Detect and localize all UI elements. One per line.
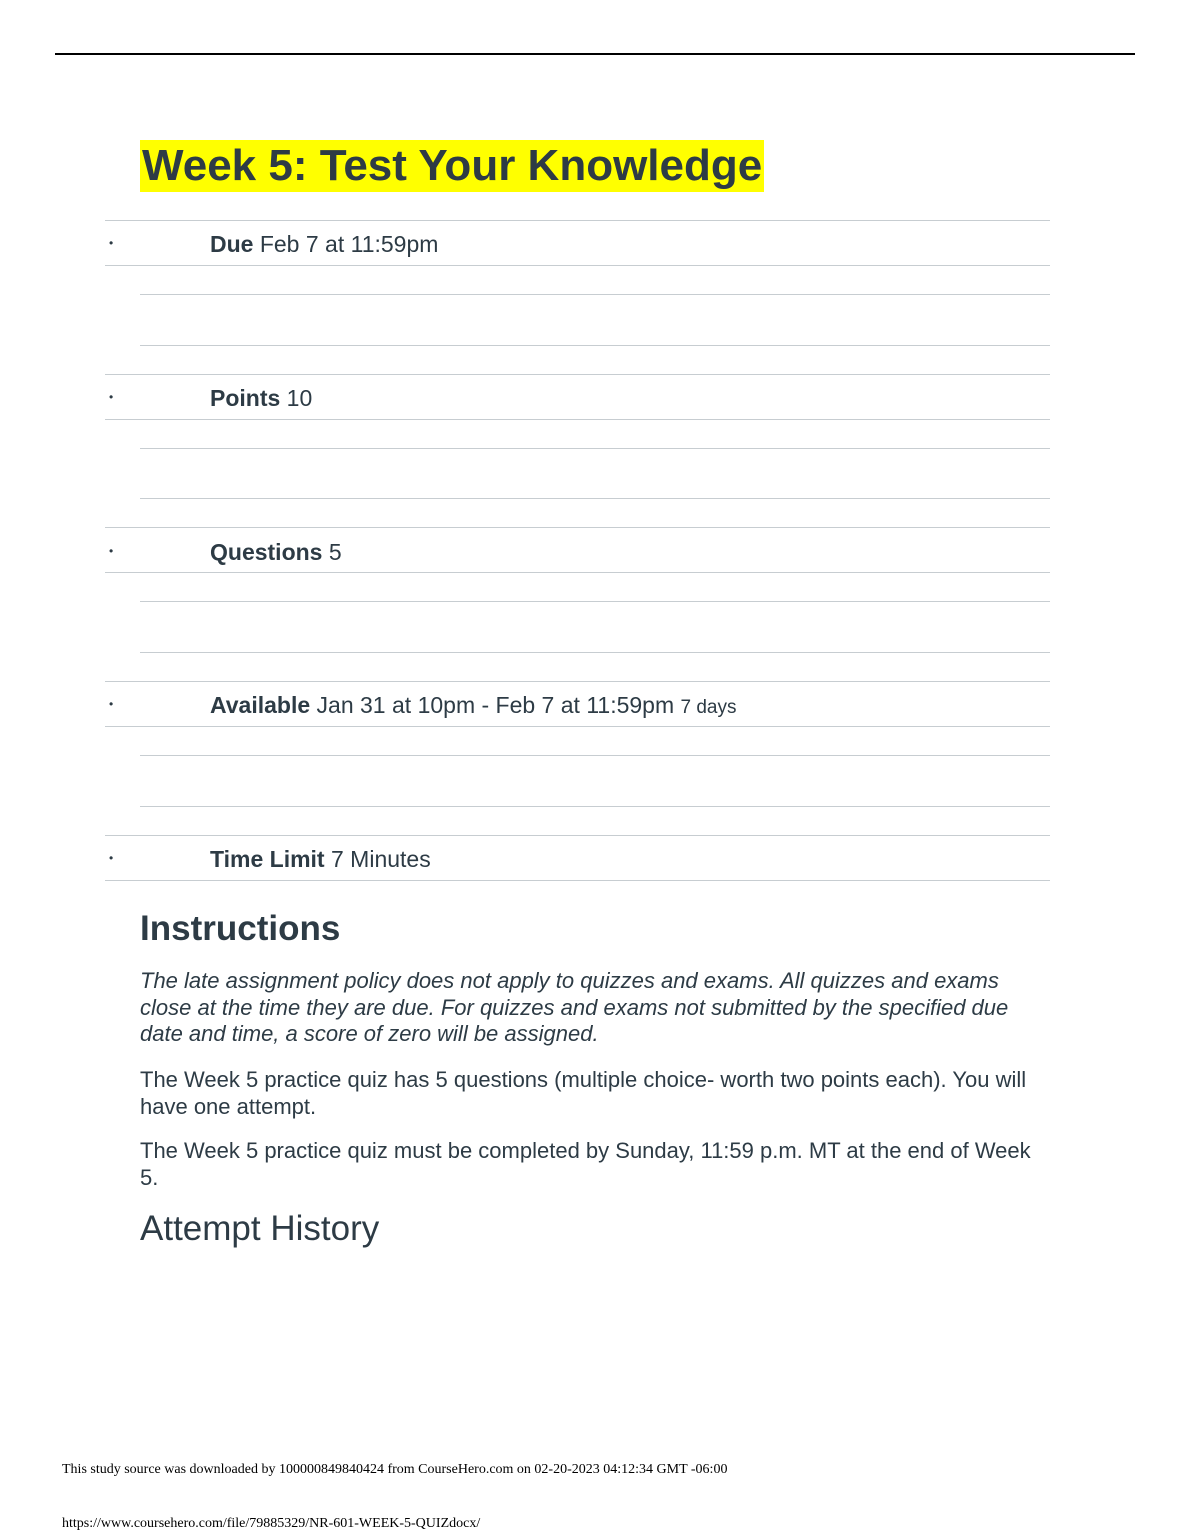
due-value: Feb 7 at 11:59pm (259, 231, 439, 257)
time-limit-label: Time Limit (210, 846, 325, 872)
meta-row-questions (105, 530, 1050, 574)
due-label: Due (210, 231, 254, 257)
divider (140, 806, 1050, 807)
divider (105, 220, 1050, 221)
divider (140, 448, 1050, 449)
questions-label: Questions (210, 539, 323, 565)
points-value: 10 (286, 385, 313, 411)
divider (105, 419, 1050, 420)
questions-value: 5 (328, 539, 342, 565)
divider (140, 345, 1050, 346)
instructions-paragraph: The Week 5 practice quiz must be completed by Sunday, 11:59 p.m. MT at the end of Week 5. (140, 1138, 1031, 1190)
bullet-icon: • (109, 544, 114, 558)
available-value: Jan 31 at 10pm - Feb 7 at 11:59pm (316, 692, 675, 718)
meta-row-due (105, 222, 1050, 266)
late-policy-text: The late assignment policy does not apply to quizzes and exams. All quizzes and exams close at the time they are due. For quizzes and exams not submitted by the specified due date and time, a score of zero will be assigned. (140, 968, 1009, 1046)
points-label: Points (210, 385, 281, 411)
page-title: Week 5: Test Your Knowledge (142, 141, 763, 190)
divider (140, 652, 1050, 653)
meta-row-points (105, 376, 1050, 420)
available-label: Available (210, 692, 311, 718)
top-divider (55, 53, 1135, 55)
instructions-paragraph: The Week 5 practice quiz has 5 questions (multiple choice- worth two points each). You will have one attempt. (140, 1067, 1027, 1119)
meta-row-available (105, 683, 1050, 727)
bullet-icon: • (109, 390, 114, 404)
divider (105, 835, 1050, 836)
bullet-icon: • (109, 697, 114, 711)
divider (105, 726, 1050, 727)
divider (105, 374, 1050, 375)
download-source-note: This study source was downloaded by 100000849840424 from CourseHero.com on 02-20-2023 04:12:34 GMT -06:00 (62, 1462, 728, 1477)
divider (140, 294, 1050, 295)
divider (140, 755, 1050, 756)
divider (140, 498, 1050, 499)
divider (105, 681, 1050, 682)
divider (105, 527, 1050, 528)
instructions-heading: Instructions (140, 909, 341, 948)
meta-row-time-limit (105, 837, 1050, 881)
source-url: https://www.coursehero.com/file/79885329/NR-601-WEEK-5-QUIZdocx/ (62, 1516, 481, 1531)
divider (140, 601, 1050, 602)
available-duration: 7 days (680, 697, 737, 718)
bullet-icon: • (109, 236, 114, 250)
attempt-history-heading: Attempt History (140, 1209, 380, 1248)
divider (105, 572, 1050, 573)
time-limit-value: 7 Minutes (331, 846, 431, 872)
bullet-icon: • (109, 851, 114, 865)
divider (105, 880, 1050, 881)
divider (105, 265, 1050, 266)
